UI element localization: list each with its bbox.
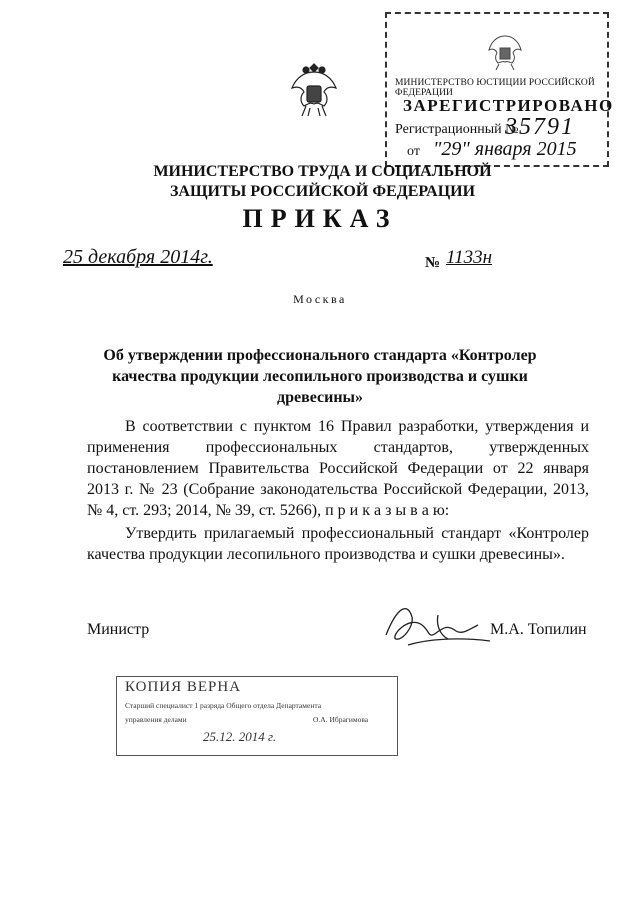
signatory-position: Министр [87, 621, 150, 638]
certified-copy-stamp [116, 676, 398, 756]
coat-of-arms-emblem [288, 58, 340, 122]
stamp-copy-position: Старший специалист 1 разряда Общего отдела Департамента [125, 701, 322, 710]
stamp-reg-label: Регистрационный № [395, 122, 519, 137]
order-number: 1133н [446, 247, 493, 268]
stamp-copy-department: управления делами [125, 715, 187, 724]
order-date: 25 декабря 2014г. [63, 246, 213, 268]
city: Москва [293, 292, 347, 306]
registration-stamp [385, 12, 614, 167]
preamble-paragraph: В соответствии с пунктом 16 Правил разработки, утверждения и применения профессиональных стандартов, утвержденных постановлением Правительства Российской Федерации от 22 января 2013 г. № 23 (Собрание законодательства Российской Федерации, 2013, № 4, ст. 293; 2014, № 39, ст. 5266), п р и к а з ы в а ю: [87, 418, 589, 519]
stamp-status: ЗАРЕГИСТРИРОВАНО [403, 96, 614, 115]
order-number-sign: № [425, 255, 441, 271]
document-type: ПРИКАЗ [242, 204, 398, 233]
operative-paragraph: Утвердить прилагаемый профессиональный стандарт «Контролер качества продукции лесопильного производства и сушки древесины». [87, 525, 589, 563]
stamp-reg-date: "29" января 2015 [433, 138, 577, 160]
signatory-name: М.А. Топилин [490, 621, 587, 638]
order-subject: Об утверждении профессионального стандарта «Контролер качества продукции лесопильного производства и сушки древесины» [103, 347, 537, 406]
stamp-ministry-name: МИНИСТЕРСТВО ЮСТИЦИИ РОССИЙСКОЙ ФЕДЕРАЦИИ [395, 78, 595, 98]
ministry-name: МИНИСТЕРСТВО ТРУДА И СОЦИАЛЬНОЙ ЗАЩИТЫ РОССИЙСКОЙ ФЕДЕРАЦИИ [153, 163, 492, 200]
stamp-copy-name: О.А. Ибрагимова [313, 715, 369, 724]
stamp-emblem-icon [485, 32, 525, 72]
stamp-copy-date: 25.12. 2014 г. [203, 729, 277, 744]
handwritten-signature [378, 595, 498, 655]
stamp-reg-number: 35791 [505, 114, 575, 140]
stamp-copy-title: КОПИЯ ВЕРНА [125, 679, 242, 695]
stamp-from-label: от [407, 144, 420, 159]
